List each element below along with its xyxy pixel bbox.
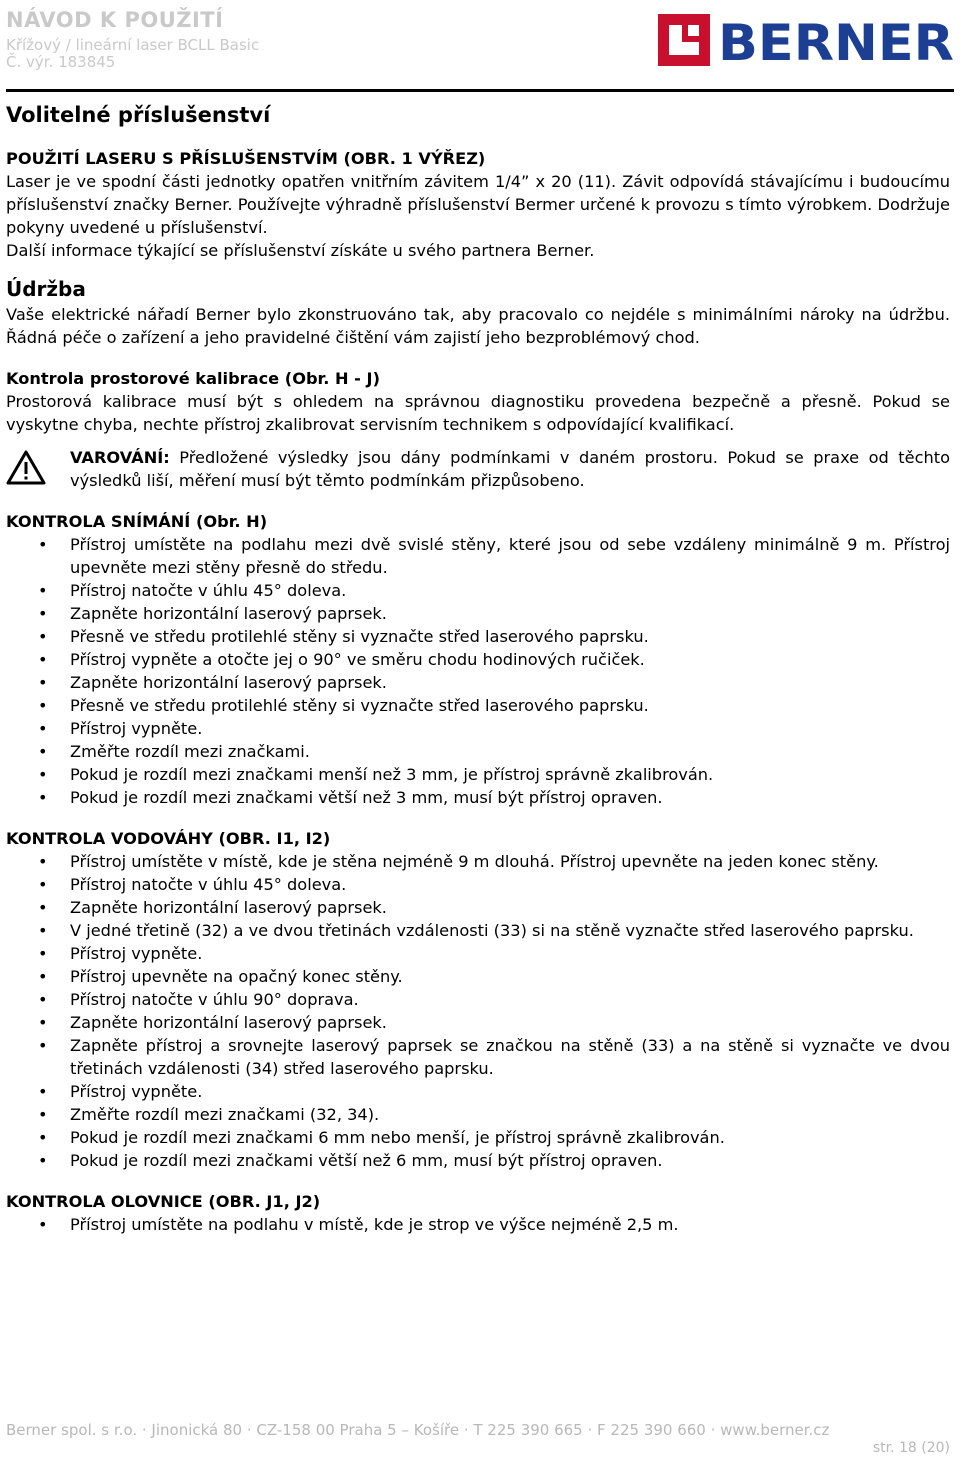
list-item: • Přístroj umístěte v místě, kde je stěna nejméně 9 m dlouhá. Přístroj upevněte na jeden konec stěny. bbox=[6, 850, 950, 873]
list-item: • Přístroj vypněte. bbox=[6, 942, 950, 965]
warning-block bbox=[6, 446, 950, 492]
warning-label: VAROVÁNÍ: bbox=[70, 448, 170, 467]
warning-text bbox=[70, 446, 950, 492]
calibration-text: Prostorová kalibrace musí být s ohledem na správnou diagnostiku provedena bezpečně a přesně. Pokud se vyskytne chyba, nechte přístroj zkalibrovat servisním technikem s odpovídající kvalifikací. bbox=[6, 392, 950, 434]
list-item: • Změřte rozdíl mezi značkami (32, 34). bbox=[6, 1103, 950, 1126]
list-item: • Přesně ve středu protilehlé stěny si vyznačte střed laserového paprsku. bbox=[6, 694, 950, 717]
accessories-heading: Volitelné příslušenství bbox=[6, 103, 271, 127]
logo-text: BERNER bbox=[718, 14, 954, 66]
list-item: • Přesně ve středu protilehlé stěny si vyznačte střed laserového paprsku. bbox=[6, 625, 950, 648]
page-header bbox=[0, 0, 960, 96]
list-item: • Pokud je rozdíl mezi značkami větší než 3 mm, musí být přístroj opraven. bbox=[6, 786, 950, 809]
list-item: • Změřte rozdíl mezi značkami. bbox=[6, 740, 950, 763]
document-title: NÁVOD K POUŽITÍ bbox=[6, 8, 224, 32]
list-item: • Pokud je rozdíl mezi značkami 6 mm nebo menší, je přístroj správně zkalibrován. bbox=[6, 1126, 950, 1149]
list-item: • Přístroj vypněte. bbox=[6, 1080, 950, 1103]
product-number: Č. výr. 183845 bbox=[6, 53, 116, 71]
accessories-subheading: POUŽITÍ LASERU S PŘÍSLUŠENSTVÍM (OBR. 1 VÝŘEZ) bbox=[6, 149, 486, 168]
plumb-check-list bbox=[6, 1213, 950, 1236]
list-item: • Zapněte horizontální laserový paprsek. bbox=[6, 1011, 950, 1034]
list-item: • Přístroj umístěte na podlahu mezi dvě svislé stěny, které jsou od sebe vzdáleny minimálně 9 m. Přístroj upevněte mezi stěny přesně do středu. bbox=[6, 533, 950, 579]
list-item: • Přístroj vypněte a otočte jej o 90° ve směru chodu hodinových ručiček. bbox=[6, 648, 950, 671]
list-item: • Přístroj upevněte na opačný konec stěny. bbox=[6, 965, 950, 988]
berner-logo bbox=[658, 14, 954, 66]
list-item: • Přístroj natočte v úhlu 45° doleva. bbox=[6, 873, 950, 896]
calibration-heading: Kontrola prostorové kalibrace (Obr. H - J) bbox=[6, 369, 380, 388]
footer-company-info: Berner spol. s r.o. · Jinonická 80 · CZ-158 00 Praha 5 – Košíře · T 225 390 665 · F 225 390 660 · www.berner.cz bbox=[6, 1421, 830, 1439]
plumb-check-heading: KONTROLA OLOVNICE (OBR. J1, J2) bbox=[6, 1192, 321, 1211]
level-check-heading: KONTROLA VODOVÁHY (OBR. I1, I2) bbox=[6, 829, 331, 848]
list-item: • Přístroj umístěte na podlahu v místě, kde je strop ve výšce nejméně 2,5 m. bbox=[6, 1213, 950, 1236]
maintenance-text: Vaše elektrické nářadí Berner bylo zkonstruováno tak, aby pracovalo co nejdéle s minimálními nároky na údržbu. Řádná péče o zařízení a jeho pravidelné čištění vám zajistí jeho bezproblémový chod. bbox=[6, 305, 950, 347]
maintenance-heading: Údržba bbox=[6, 277, 86, 301]
list-item: • Zapněte horizontální laserový paprsek. bbox=[6, 671, 950, 694]
page-number: str. 18 (20) bbox=[872, 1440, 950, 1456]
header-divider bbox=[6, 89, 954, 92]
scan-check-heading: KONTROLA SNÍMÁNÍ (Obr. H) bbox=[6, 512, 268, 531]
accessories-text: Laser je ve spodní části jednotky opatřen vnitřním závitem 1/4” x 20 (11). Závit odpovídá stávajícímu i budoucímu příslušenství značky Berner. Používejte výhradně příslušenství Bermer určené k provozu s tímto výrobkem. Dodržuje pokyny uvedené u příslušenství. bbox=[6, 172, 950, 237]
page-content bbox=[6, 98, 950, 1236]
list-item: • Pokud je rozdíl mezi značkami menší než 3 mm, je přístroj správně zkalibrován. bbox=[6, 763, 950, 786]
accessories-info: Další informace týkající se příslušenství získáte u svého partnera Berner. bbox=[6, 241, 595, 260]
list-item: • Zapněte horizontální laserový paprsek. bbox=[6, 602, 950, 625]
list-item: • Zapněte přístroj a srovnejte laserový paprsek se značkou na stěně (33) a na stěně si vyznačte ve dvou třetinách vzdálenosti (34) střed laserového paprsku. bbox=[6, 1034, 950, 1080]
warning-triangle-icon bbox=[6, 450, 46, 486]
warning-body: Předložené výsledky jsou dány podmínkami v daném prostoru. Pokud se praxe od těchto výsledků liší, měření musí být těmto podmínkám přizpůsobeno. bbox=[70, 448, 950, 490]
list-item: • Přístroj natočte v úhlu 90° doprava. bbox=[6, 988, 950, 1011]
product-name: Křížový / lineární laser BCLL Basic bbox=[6, 36, 260, 54]
list-item: • Zapněte horizontální laserový paprsek. bbox=[6, 896, 950, 919]
level-check-list bbox=[6, 850, 950, 1172]
list-item: • Přístroj natočte v úhlu 45° doleva. bbox=[6, 579, 950, 602]
list-item: • V jedné třetině (32) a ve dvou třetinách vzdálenosti (33) si na stěně vyznačte střed laserového paprsku. bbox=[6, 919, 950, 942]
list-item: • Přístroj vypněte. bbox=[6, 717, 950, 740]
scan-check-list bbox=[6, 533, 950, 809]
list-item: • Pokud je rozdíl mezi značkami větší než 6 mm, musí být přístroj opraven. bbox=[6, 1149, 950, 1172]
